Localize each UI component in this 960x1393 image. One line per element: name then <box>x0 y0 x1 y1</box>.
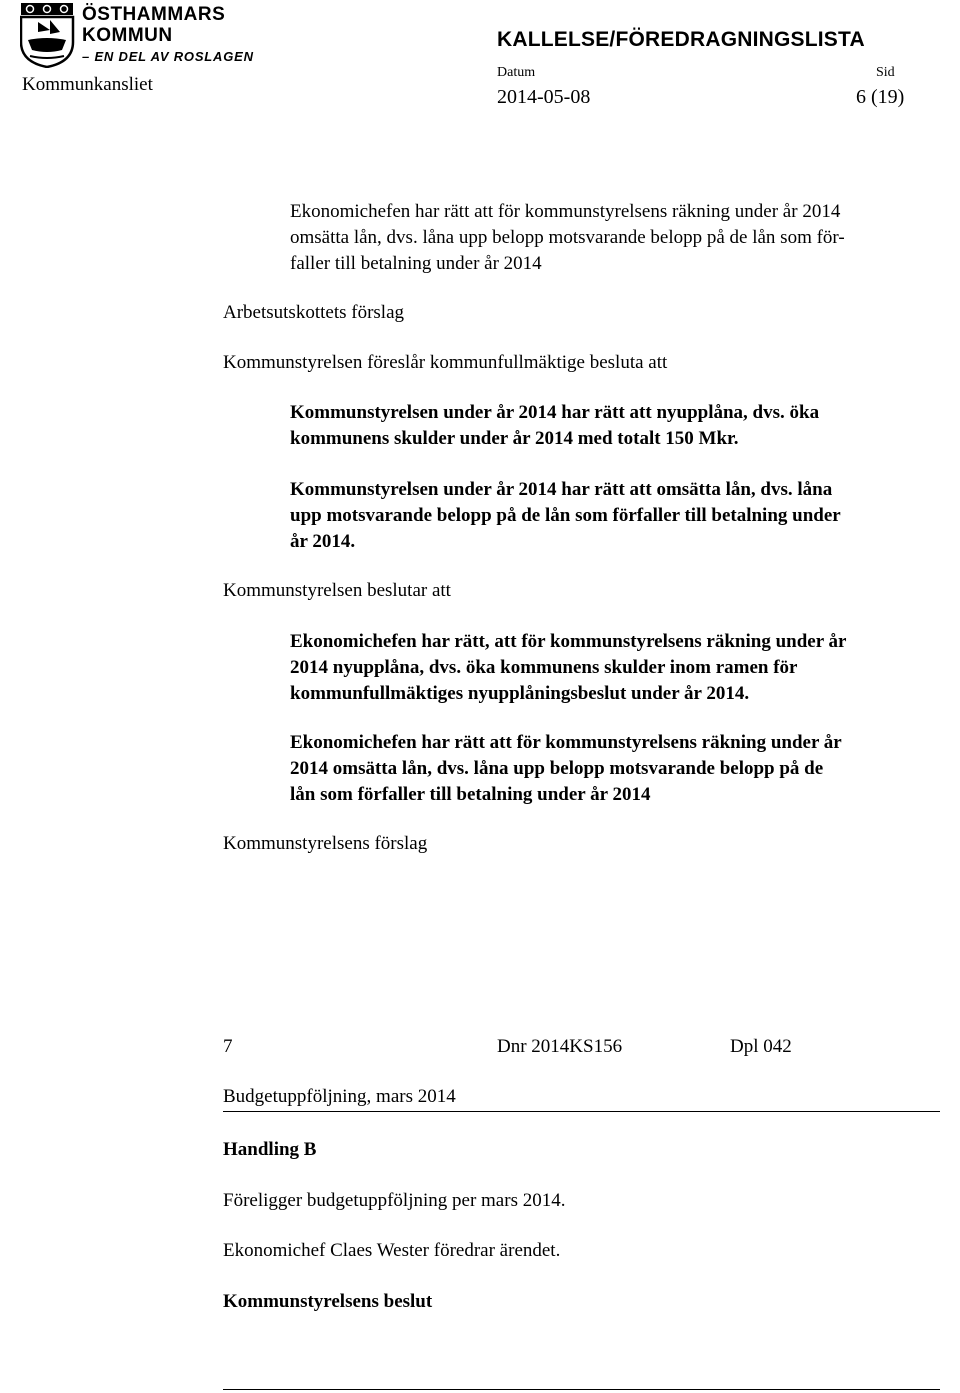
logo-line-2: KOMMUN <box>82 25 173 46</box>
page-number: 6 (19) <box>856 86 905 108</box>
au-heading: Arbetsutskottets förslag <box>223 302 405 323</box>
proposal-item-1 <box>290 400 940 452</box>
logo-line-1: ÖSTHAMMARS <box>82 4 226 25</box>
decision-heading: Kommunstyrelsens beslut <box>223 1291 433 1312</box>
bottom-divider <box>223 1389 940 1390</box>
decision-line: lån som förfaller till betalning under år 2014 <box>290 784 651 805</box>
handling-label: Handling B <box>223 1139 317 1160</box>
item-dnr: Dnr 2014KS156 <box>497 1036 623 1057</box>
ks-proposes-heading: Kommunstyrelsen föreslår kommunfullmäktige besluta att <box>223 352 668 373</box>
proposal-line: Kommunstyrelsen under år 2014 har rätt att nyupplåna, dvs. öka <box>290 402 820 423</box>
intro-line: Ekonomichefen har rätt att för kommunstyrelsens räkning under år 2014 <box>290 201 841 222</box>
document-title: KALLELSE/FÖREDRAGNINGSLISTA <box>497 28 865 51</box>
decision-line: 2014 omsätta lån, dvs. låna upp belopp motsvarande belopp på de <box>290 758 824 779</box>
logo-wordmark <box>82 4 254 67</box>
department-name: Kommunkansliet <box>22 74 153 95</box>
item-text-2: Ekonomichef Claes Wester föredrar ärendet. <box>223 1240 561 1261</box>
ks-decides-heading: Kommunstyrelsen beslutar att <box>223 580 451 601</box>
intro-paragraph <box>290 199 940 277</box>
proposal-item-2 <box>290 477 940 555</box>
decision-line: Ekonomichefen har rätt, att för kommunstyrelsens räkning under år <box>290 631 847 652</box>
decision-item-1 <box>290 629 940 707</box>
item-number: 7 <box>223 1036 233 1057</box>
proposal-line: kommunens skulder under år 2014 med totalt 150 Mkr. <box>290 428 739 449</box>
title-divider <box>223 1111 940 1112</box>
ks-proposal-heading: Kommunstyrelsens förslag <box>223 833 428 854</box>
proposal-line: år 2014. <box>290 531 356 552</box>
item-title: Budgetuppföljning, mars 2014 <box>223 1086 456 1107</box>
decision-line: kommunfullmäktiges nyupplåningsbeslut under år 2014. <box>290 683 750 704</box>
page-label: Sid <box>876 65 895 80</box>
item-dpl: Dpl 042 <box>730 1036 792 1057</box>
item-text-1: Föreligger budgetuppföljning per mars 2014. <box>223 1190 566 1211</box>
proposal-line: Kommunstyrelsen under år 2014 har rätt att omsätta lån, dvs. låna <box>290 479 833 500</box>
decision-item-2 <box>290 730 940 808</box>
intro-line: omsätta lån, dvs. låna upp belopp motsvarande belopp på de lån som för- <box>290 227 845 248</box>
date-label: Datum <box>497 65 536 80</box>
decision-line: Ekonomichefen har rätt att för kommunstyrelsens räkning under år <box>290 732 842 753</box>
logo-tagline: – EN DEL AV ROSLAGEN <box>82 49 254 64</box>
decision-line: 2014 nyupplåna, dvs. öka kommunens skulder inom ramen för <box>290 657 798 678</box>
proposal-line: upp motsvarande belopp på de lån som förfaller till betalning under <box>290 505 841 526</box>
document-date: 2014-05-08 <box>497 86 591 108</box>
intro-line: faller till betalning under år 2014 <box>290 253 542 274</box>
